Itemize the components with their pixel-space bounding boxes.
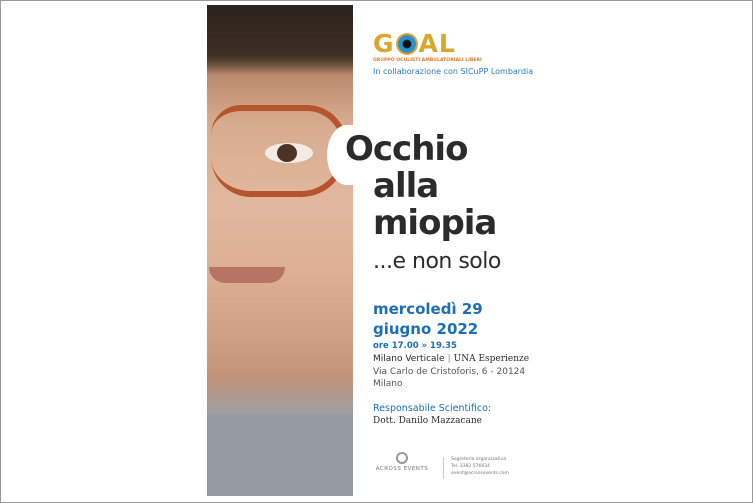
sweater-shape <box>207 415 353 496</box>
title-line-3: miopia <box>373 203 497 243</box>
date-line-2: giugno 2022 <box>373 320 479 338</box>
footer-divider <box>443 457 444 479</box>
event-time: ore 17.00 » 19.35 <box>373 341 457 351</box>
poster-subtitle: ...e non solo <box>373 249 501 274</box>
eye-logo-icon <box>396 33 418 55</box>
logo-word-left: G <box>373 29 395 58</box>
organizer-logo <box>371 452 433 472</box>
organizer-email: event@acrossevents.com <box>451 471 509 476</box>
venue-street: Via Carlo de Cristoforis, 6 - 20124 <box>373 367 526 377</box>
collaboration-text: In collaborazione con SICuPP Lombardia <box>373 67 534 76</box>
logo-word-right: AL <box>418 29 456 58</box>
goal-logo <box>373 31 493 63</box>
venue-city: Milano <box>373 379 403 389</box>
venue-hotel: UNA Esperienze <box>453 354 530 364</box>
child-photo <box>207 5 353 496</box>
venue-name: Milano Verticale <box>373 354 445 364</box>
date-line-1: mercoledì 29 <box>373 300 483 318</box>
title-line-1: Occhio <box>345 129 468 169</box>
across-events-icon <box>396 452 408 464</box>
responsible-label: Responsabile Scientifico: <box>373 403 492 414</box>
venue-address <box>373 366 525 390</box>
organizer-name: ACROSS EVENTS <box>375 466 429 472</box>
organizer-info <box>451 456 509 477</box>
mouth-shape <box>209 267 285 283</box>
logo-subtitle: GRUPPO OCULISTI AMBULATORIALI LIBERI <box>373 58 482 63</box>
poster-title <box>345 131 496 242</box>
event-date <box>373 299 483 339</box>
venue-separator: | <box>447 354 451 364</box>
title-line-2: alla <box>373 166 439 206</box>
event-poster <box>207 5 543 496</box>
organizer-role: Segreteria organizzativa <box>451 457 506 462</box>
organizer-phone: Tel. 3382.576634 <box>451 464 490 469</box>
responsible-name: Dott. Danilo Mazzacane <box>373 416 482 426</box>
venue-line <box>373 354 529 364</box>
hair-shape <box>207 5 353 75</box>
